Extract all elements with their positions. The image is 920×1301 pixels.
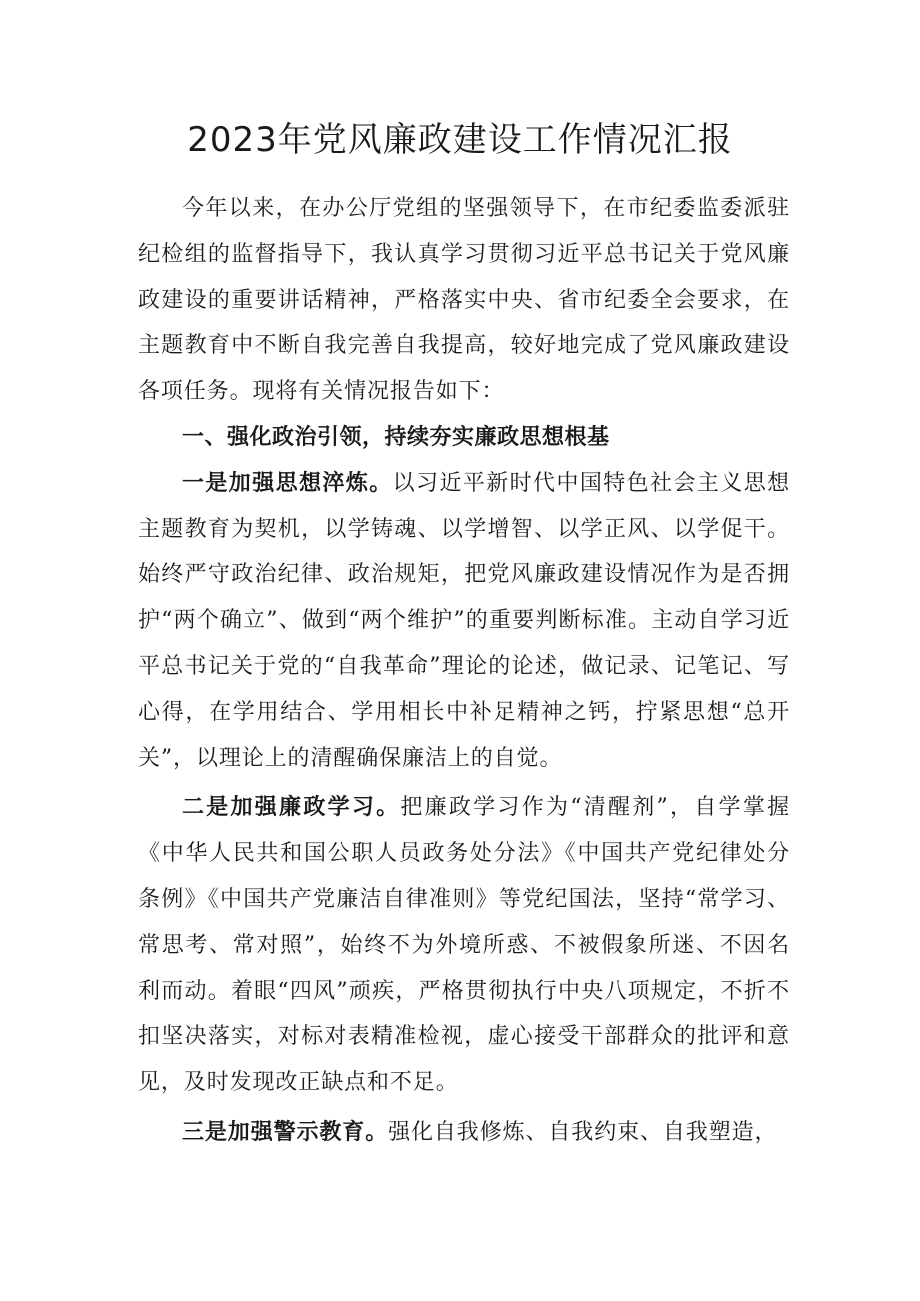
item-lead-2: 二是加强廉政学习。 bbox=[182, 795, 401, 821]
document-title: 2023年党风廉政建设工作情况汇报 bbox=[187, 120, 733, 160]
item-text-2: 把廉政学习作为“清醒剂”，自学掌握《中华人民共和国公职人员政务处分法》《中国共产党纪律处分条例》《中国共产党廉洁自律准则》等党纪国法，坚持“常学习、常思考、常对照”，始终不为外境所惑、不被假象所迷、不因名利而动。着眼“四风”顽疾，严格贯彻执行中央八项规定，不折不扣坚决落实，对标对表精准检视，虚心接受干部群众的批评和意见，及时发现改正缺点和不足。 bbox=[138, 795, 790, 1096]
item-paragraph-3 bbox=[138, 1110, 790, 1156]
item-text-3: 强化自我修炼、自我约束、自我塑造， bbox=[388, 1119, 778, 1145]
intro-paragraph: 今年以来，在办公厅党组的坚强领导下，在市纪委监委派驻纪检组的监督指导下，我认真学习贯彻习近平总书记关于党风廉政建设的重要讲话精神，严格落实中央、省市纪委全会要求，在主题教育中不断自我完善自我提高，较好地完成了党风廉政建设各项任务。现将有关情况报告如下： bbox=[138, 196, 790, 405]
item-paragraph-1 bbox=[138, 461, 790, 782]
item-lead-3: 三是加强警示教育。 bbox=[182, 1119, 389, 1145]
document-body bbox=[138, 186, 790, 1156]
item-lead-1: 一是加强思想淬炼。 bbox=[182, 470, 393, 496]
item-paragraph-2 bbox=[138, 785, 790, 1106]
item-text-1: 以习近平新时代中国特色社会主义思想主题教育为契机，以学铸魂、以学增智、以学正风、以学促干。始终严守政治纪律、政治规矩，把党风廉政建设情况作为是否拥护“两个确立”、做到“两个维护”的重要判断标准。主动自学习近平总书记关于党的“自我革命”理论的论述，做记录、记笔记、写心得，在学用结合、学用相长中补足精神之钙，拧紧思想“总开关”，以理论上的清醒确保廉洁上的自觉。 bbox=[138, 470, 790, 771]
section-heading-1: 一、强化政治引领，持续夯实廉政思想根基 bbox=[182, 424, 610, 450]
